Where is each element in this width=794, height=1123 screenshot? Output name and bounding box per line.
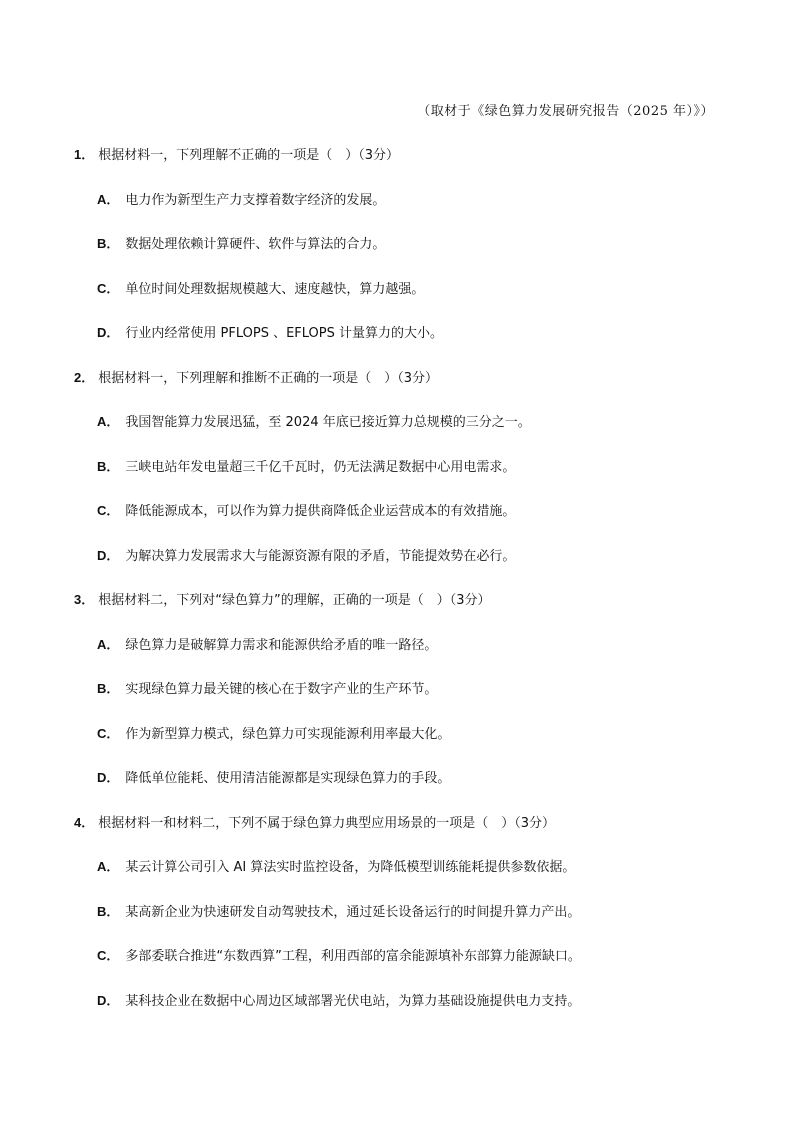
option-letter: D． — [97, 547, 120, 563]
option-c — [97, 945, 734, 967]
option-text: 三峡电站年发电量超三千亿千瓦时，仍无法满足数据中心用电需求。 — [125, 459, 516, 475]
question-3 — [74, 589, 734, 789]
option-letter: B． — [97, 903, 120, 919]
option-letter: A． — [97, 636, 120, 652]
option-b — [97, 678, 734, 700]
option-b — [97, 233, 734, 255]
option-b — [97, 901, 734, 923]
option-text: 作为新型算力模式，绿色算力可实现能源利用率最大化。 — [125, 726, 451, 742]
option-text: 实现绿色算力最关键的核心在于数字产业的生产环节。 — [125, 682, 438, 697]
option-letter: C． — [97, 725, 120, 741]
source-note: （取材于《绿色算力发展研究报告（2025 年）》） — [417, 104, 714, 119]
option-letter: D． — [97, 992, 120, 1008]
question-stem — [74, 589, 734, 611]
option-d — [97, 990, 734, 1012]
option-c — [97, 500, 734, 522]
option-text: 降低单位能耗、使用清洁能源都是实现绿色算力的手段。 — [125, 771, 451, 786]
option-b — [97, 456, 734, 478]
option-letter: C． — [97, 280, 120, 296]
question-1 — [74, 144, 734, 344]
option-text: 单位时间处理数据规模越大、速度越快，算力越强。 — [125, 281, 425, 297]
option-letter: A． — [97, 191, 120, 207]
option-letter: A． — [97, 414, 120, 429]
option-d — [97, 767, 734, 789]
option-a — [97, 189, 734, 211]
option-letter: C． — [97, 948, 120, 963]
option-letter: D． — [97, 770, 120, 785]
option-text: 电力作为新型生产力支撑着数字经济的发展。 — [125, 192, 386, 208]
option-letter: B． — [97, 681, 120, 696]
question-text: 根据材料一和材料二，下列不属于绿色算力典型应用场景的一项是（ ）（3分） — [98, 815, 556, 831]
option-text: 降低能源成本，可以作为算力提供商降低企业运营成本的有效措施。 — [125, 504, 516, 519]
option-d — [97, 545, 734, 567]
option-letter: B． — [97, 458, 120, 474]
option-text: 某高新企业为快速研发自动驾驶技术，通过延长设备运行的时间提升算力产出。 — [125, 904, 581, 920]
option-text: 某云计算公司引入 AI 算法实时监控设备，为降低模型训练能耗提供参数依据。 — [125, 860, 576, 875]
question-number: 1． — [74, 147, 95, 162]
question-number: 4． — [74, 814, 95, 830]
option-letter: D． — [97, 325, 120, 340]
question-list — [74, 144, 734, 1034]
option-text: 数据处理依赖计算硬件、软件与算法的合力。 — [125, 237, 386, 252]
option-text: 绿色算力是破解算力需求和能源供给矛盾的唯一路径。 — [125, 637, 438, 653]
question-number: 2． — [74, 369, 95, 385]
question-stem — [74, 144, 734, 166]
option-text: 多部委联合推进“东数西算”工程，利用西部的富余能源填补东部算力能源缺口。 — [125, 949, 581, 964]
option-a — [97, 634, 734, 656]
option-a — [97, 411, 734, 433]
option-letter: A． — [97, 859, 120, 874]
question-stem — [74, 812, 734, 834]
option-text: 某科技企业在数据中心周边区域部署光伏电站，为算力基础设施提供电力支持。 — [125, 993, 581, 1009]
question-stem — [74, 367, 734, 389]
question-number: 3． — [74, 592, 95, 607]
option-letter: B． — [97, 236, 120, 251]
option-d — [97, 322, 734, 344]
option-c — [97, 723, 734, 745]
option-a — [97, 856, 734, 878]
question-4 — [74, 812, 734, 1012]
question-2 — [74, 367, 734, 567]
question-text: 根据材料一，下列理解和推断不正确的一项是（ ）（3分） — [98, 370, 439, 386]
question-text: 根据材料一，下列理解不正确的一项是（ ）（3分） — [98, 148, 400, 163]
option-letter: C． — [97, 503, 120, 518]
option-text: 为解决算力发展需求大与能源资源有限的矛盾，节能提效势在必行。 — [125, 548, 516, 564]
option-c — [97, 278, 734, 300]
question-text: 根据材料二，下列对“绿色算力”的理解，正确的一项是（ ）（3分） — [98, 593, 491, 608]
option-text: 行业内经常使用 PFLOPS 、EFLOPS 计量算力的大小。 — [125, 326, 444, 341]
option-text: 我国智能算力发展迅猛，至 2024 年底已接近算力总规模的三分之一。 — [125, 415, 531, 430]
